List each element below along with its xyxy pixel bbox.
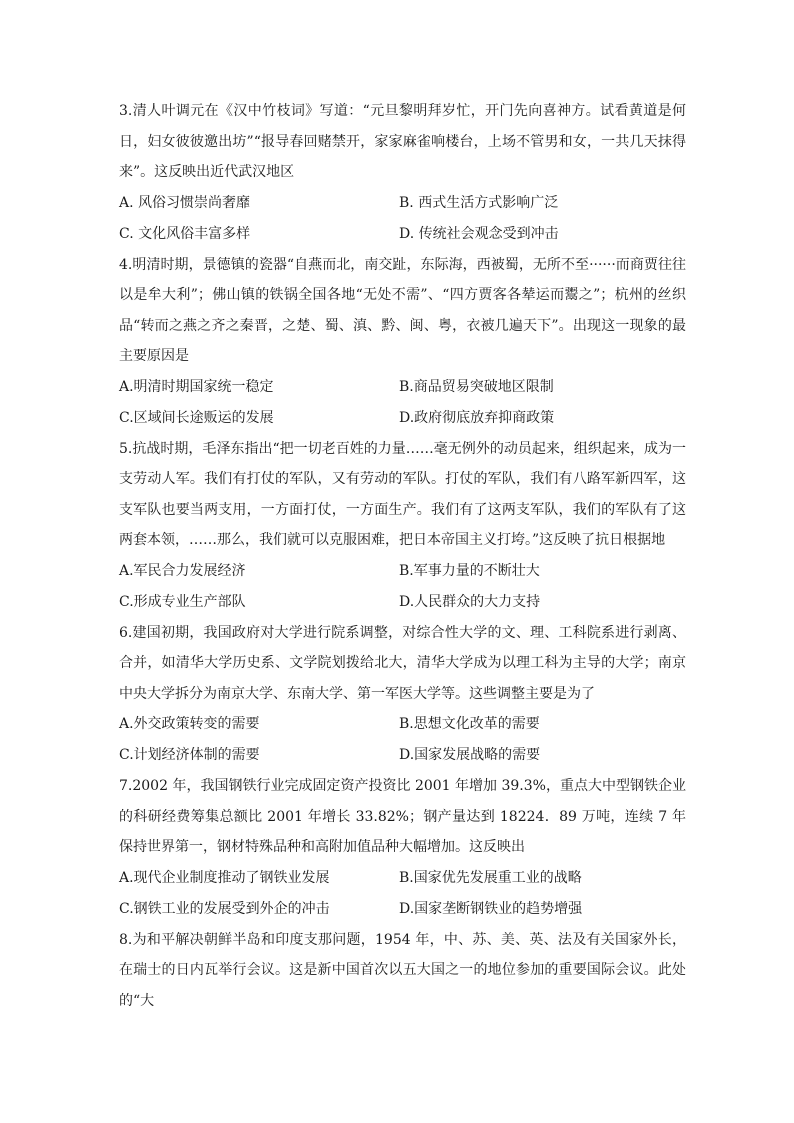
option-c: C. 文化风俗丰富多样 xyxy=(119,225,251,242)
question-stem: 8.为和平解决朝鲜半岛和印度支那问题，1954 年，中、苏、美、英、法及有关国家外长，在瑞士的日内瓦举行会议。这是新中国首次以五大国之一的地位参加的重要国际会议。此处的“大 xyxy=(119,931,686,1009)
option-a: A.外交政策转变的需要 xyxy=(119,716,260,732)
option-d: D.国家垄断钢铁业的趋势增强 xyxy=(399,900,583,917)
question-stem: 7.2002 年，我国钢铁行业完成固定资产投资比 2001 年增加 39.3%，重点大中型钢铁企业的科研经费筹集总额比 2001 年增长 33.82%；钢产量达到 18224．89 万吨，连续 7 年保持世界第一，钢材特殊品种和高附加值品种大幅增加。这反映出 xyxy=(119,778,686,855)
options-grid xyxy=(119,372,686,434)
question-stem: 3.清人叶调元在《汉中竹枝词》写道：“元旦黎明拜岁忙，开门先向喜神方。试看黄道是何日，妇女彼彼邀出坊”“报导春回赌禁开，家家麻雀响楼台，上场不管男和女，一共几天抹得来”。这反映出近代武汉地区 xyxy=(119,103,686,180)
option-c: C.区域间长途贩运的发展 xyxy=(119,409,274,426)
option-a: A.现代企业制度推动了钢铁业发展 xyxy=(119,869,330,886)
option-b: B.军事力量的不断壮大 xyxy=(399,562,540,579)
option-b: B.国家优先发展重工业的战略 xyxy=(399,869,582,886)
question-7 xyxy=(119,771,686,925)
option-c: C.钢铁工业的发展受到外企的冲击 xyxy=(119,900,330,917)
options-grid xyxy=(119,188,686,250)
option-b: B.思想文化改革的需要 xyxy=(399,716,540,732)
option-d: D.国家发展战略的需要 xyxy=(399,747,541,763)
question-stem: 5.抗战时期，毛泽东指出“把一切老百姓的力量……毫无例外的动员起来，组织起来，成为一支劳动人军。我们有打仗的军队，又有劳动的军队。打仗的军队，我们有八路军新四军，这支军队也要当两支用，一方面打仗，一方面生产。我们有了这两支军队，我们的军队有了这两套本领，……那么，我们就可以克服困难，把日本帝国主义打垮。”这反映了抗日根据地 xyxy=(119,440,686,548)
option-b: B.商品贸易突破地区限制 xyxy=(399,378,554,395)
question-stem: 4.明清时期，景德镇的瓷器“自燕而北，南交趾，东际海，西被蜀，无所不至······而商贾往往以是牟大利”；佛山镇的铁锅全国各地“无处不需”、“四方贾客各辇运而鬻之”；杭州的丝织品“转而之燕之齐之秦晋，之楚、蜀、滇、黔、闽、粤，衣被几遍天下”。出现这一现象的最主要原因是 xyxy=(119,256,686,364)
options-grid xyxy=(119,863,686,925)
option-c: C.形成专业生产部队 xyxy=(119,593,246,610)
option-d: D.人民群众的大力支持 xyxy=(399,593,541,610)
question-stem: 6.建国初期，我国政府对大学进行院系调整，对综合性大学的文、理、工科院系进行剥离、合并，如清华大学历史系、文学院划拨给北大，清华大学成为以理工科为主导的大学；南京中央大学拆分为南京大学、东南大学、第一军医大学等。这些调整主要是为了 xyxy=(119,624,686,702)
option-a: A.军民合力发展经济 xyxy=(119,562,246,579)
option-b: B. 西式生活方式影响广泛 xyxy=(399,194,559,211)
option-c: C.计划经济体制的需要 xyxy=(119,747,260,763)
option-a: A.明清时期国家统一稳定 xyxy=(119,378,274,395)
question-6 xyxy=(119,618,686,772)
options-grid xyxy=(119,556,686,618)
options-grid xyxy=(119,709,686,771)
question-8 xyxy=(119,925,686,1017)
question-4 xyxy=(119,250,686,434)
question-3 xyxy=(119,96,686,250)
question-5 xyxy=(119,434,686,618)
option-a: A. 风俗习惯崇尚奢靡 xyxy=(119,194,251,211)
option-d: D.政府彻底放弃抑商政策 xyxy=(399,409,555,426)
option-d: D. 传统社会观念受到冲击 xyxy=(399,225,559,242)
